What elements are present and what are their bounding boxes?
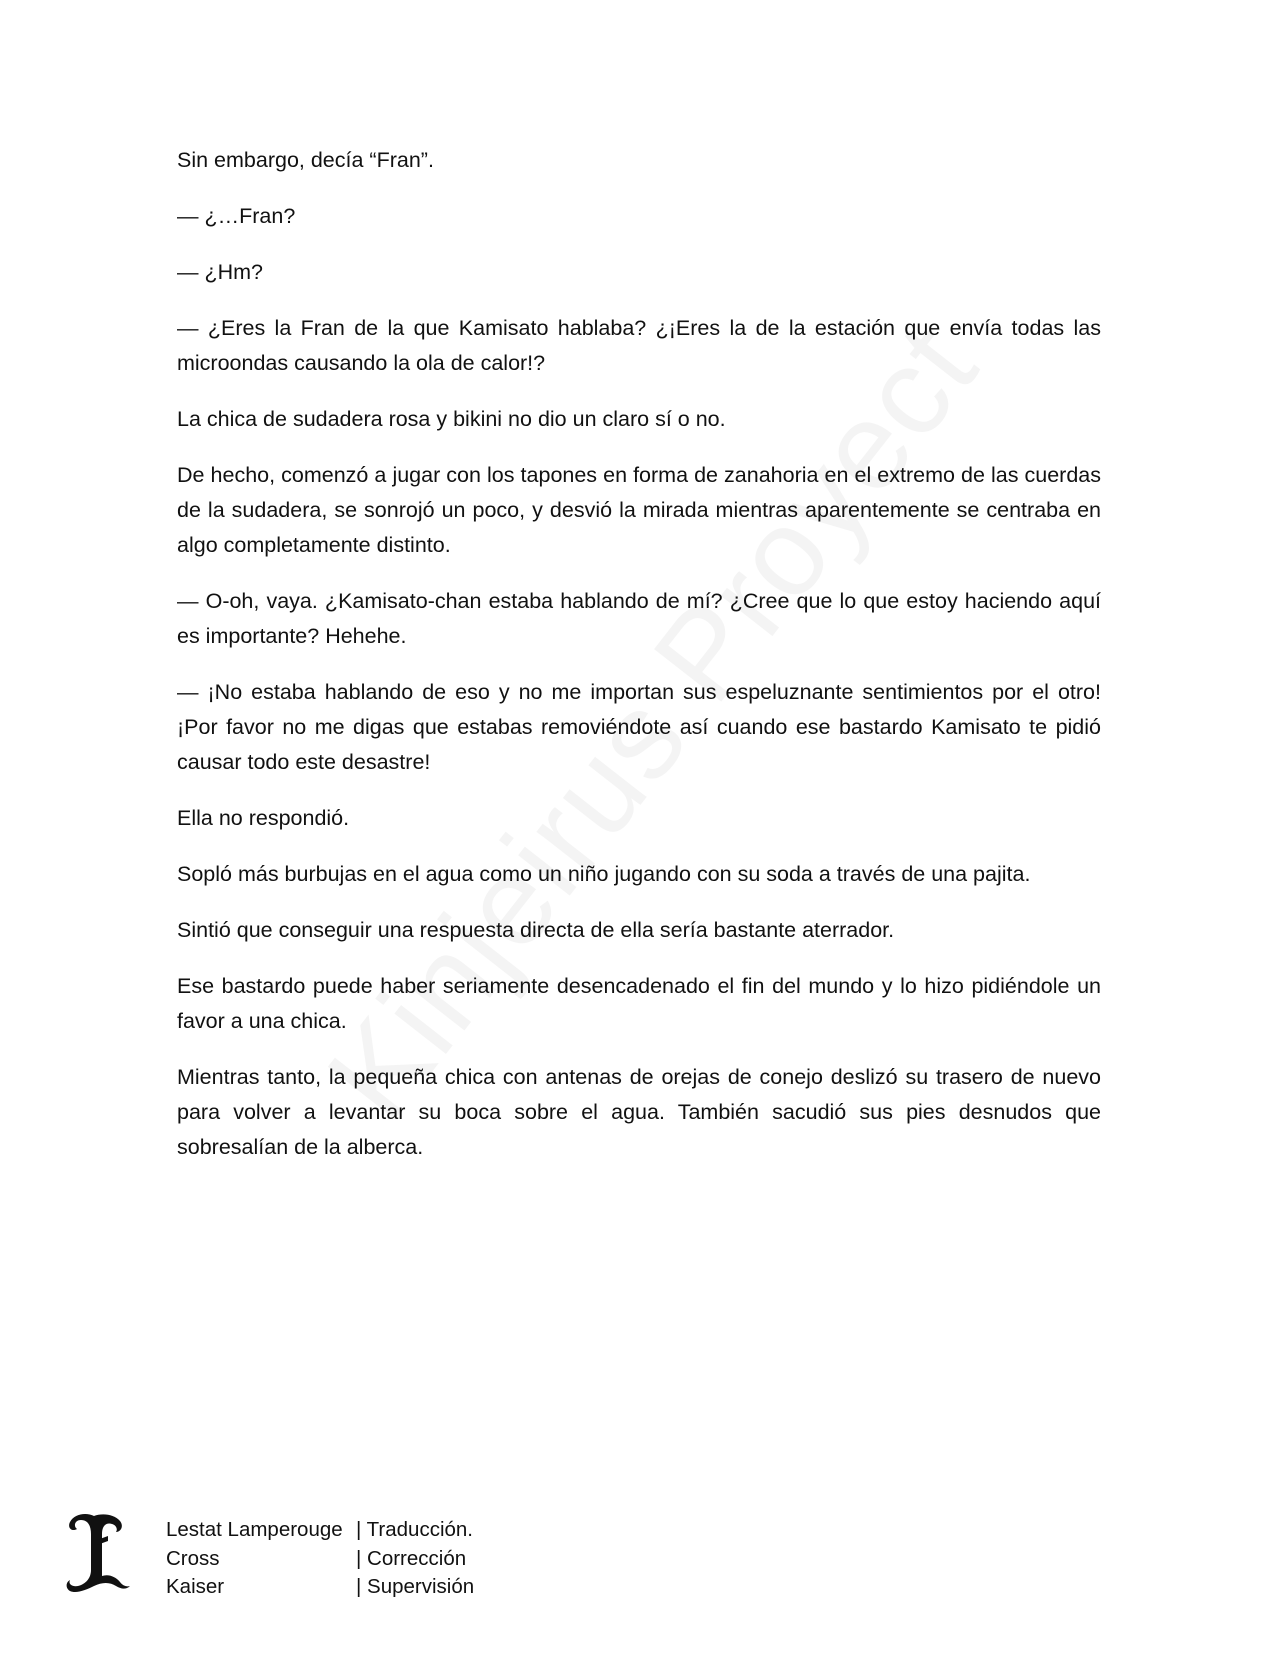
credit-name: Cross <box>166 1546 220 1570</box>
credit-role: | Corrección <box>356 1546 467 1570</box>
credits-footer <box>62 1510 582 1610</box>
paragraph: — ¿Hm? <box>177 260 263 284</box>
paragraph: De hecho, comenzó a jugar con los tapones en forma de zanahoria en el extremo de las cuerdas de la sudadera, se sonrojó un poco, y desvió la mirada mientras aparentemente se centraba en algo completamente distinto. <box>177 463 1101 557</box>
credit-row <box>166 1516 474 1545</box>
credit-name: Kaiser <box>166 1575 225 1598</box>
credit-name: Lestat Lamperouge <box>166 1518 343 1541</box>
paragraph: — ¿…Fran? <box>177 204 296 228</box>
paragraph: Mientras tanto, la pequeña chica con antenas de orejas de conejo deslizó su trasero de nuevo para volver a levantar su boca sobre el agua. También sacudió sus pies desnudos que sobresalían de la alberca. <box>177 1065 1101 1159</box>
document-body <box>177 143 1101 1186</box>
paragraph: Sopló más burbujas en el agua como un niño jugando con su soda a través de una pajita. <box>177 862 1031 886</box>
credits-list <box>166 1516 474 1602</box>
gothic-L-logo-icon <box>64 1510 132 1594</box>
paragraph: Ese bastardo puede haber seriamente desencadenado el fin del mundo y lo hizo pidiéndole un favor a una chica. <box>177 974 1101 1033</box>
paragraph: Sintió que conseguir una respuesta directa de ella sería bastante aterrador. <box>177 918 895 942</box>
credit-role: | Traducción. <box>356 1518 473 1541</box>
paragraph: La chica de sudadera rosa y bikini no dio un claro sí o no. <box>177 407 726 431</box>
paragraph: Ella no respondió. <box>177 806 350 830</box>
credit-role: | Supervisión <box>356 1575 475 1598</box>
paragraph: — O-oh, vaya. ¿Kamisato-chan estaba hablando de mí? ¿Cree que lo que estoy haciendo aquí es importante? Hehehe. <box>177 589 1101 648</box>
paragraph: Sin embargo, decía “Fran”. <box>177 148 434 172</box>
paragraph: — ¿Eres la Fran de la que Kamisato hablaba? ¿¡Eres la de la estación que envía todas las microondas causando la ola de calor!? <box>177 316 1101 375</box>
credit-row <box>166 1545 474 1574</box>
credit-row <box>166 1573 474 1602</box>
paragraph: — ¡No estaba hablando de eso y no me importan sus espeluznante sentimientos por el otro! ¡Por favor no me digas que estabas removiéndote así cuando ese bastardo Kamisato te pidió causar todo este desastre! <box>177 680 1101 774</box>
